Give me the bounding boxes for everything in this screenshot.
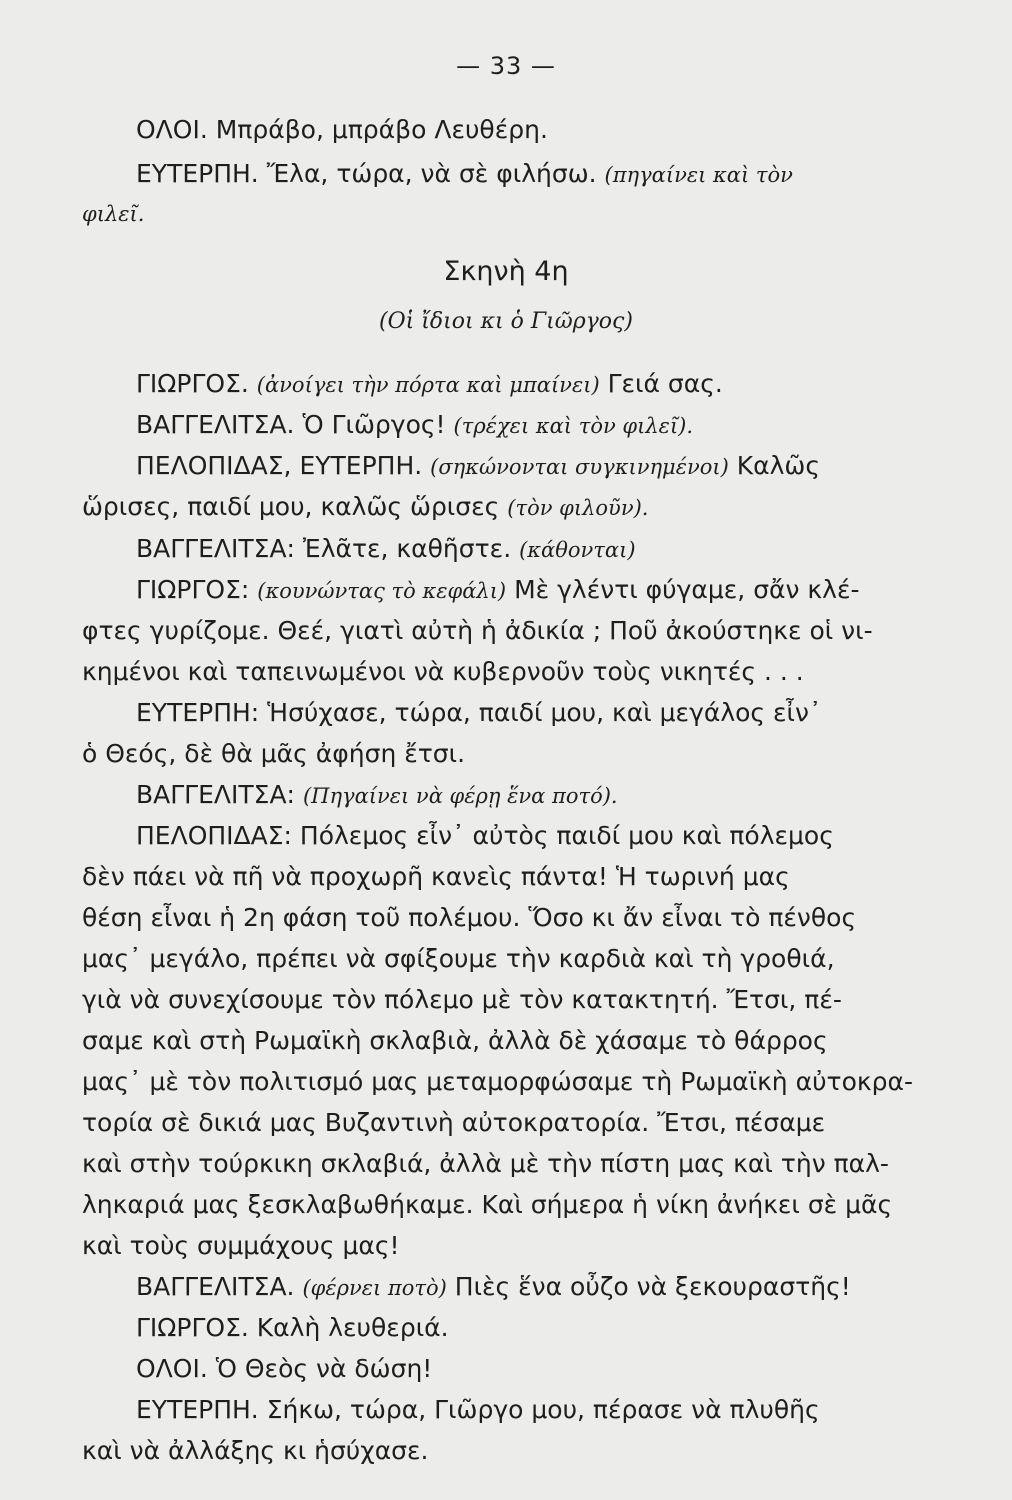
text-line xyxy=(82,490,648,525)
scene-subtitle: (Οἱ ἴδιοι κι ὁ Γιῶργος) xyxy=(379,309,633,334)
text-line xyxy=(136,408,693,443)
text-line: θέση εἶναι ἡ 2η φάση τοῦ πολέμου. Ὅσο κι ἄν εἶναι τὸ πένθος xyxy=(82,903,857,932)
dialogue-text: ΒΑΓΓΕΛΙΤΣΑ: Ἐλᾶτε, καθῆστε. xyxy=(136,534,512,563)
page-number: — 33 — xyxy=(456,52,556,80)
text-line: καὶ νὰ ἀλλάξης κι ἡσύχασε. xyxy=(82,1436,429,1465)
text-line: ΟΛΟΙ. Ὁ Θεὸς νὰ δώση! xyxy=(136,1354,433,1383)
text-line: μας᾽ μὲ τὸν πολιτισμό μας μεταμορφώσαμε τὴ Ρωμαϊκὴ αὐτοκρα- xyxy=(82,1067,913,1096)
dialogue-text: Γειά σας. xyxy=(607,369,723,398)
text-line: σαμε καὶ στὴ Ρωμαϊκὴ σκλαβιὰ, ἀλλὰ δὲ χάσαμε τὸ θάρρος xyxy=(82,1026,828,1055)
dialogue-text: ΒΑΓΓΕΛΙΤΣΑ. Ὁ Γιῶργος! xyxy=(136,410,446,439)
text-line: γιὰ νὰ συνεχίσουμε τὸν πόλεμο μὲ τὸν κατακτητή. Ἔτσι, πέ- xyxy=(82,985,842,1014)
text-line: ὁ Θεός, δὲ θὰ μᾶς ἀφήση ἔτσι. xyxy=(82,739,466,768)
text-line: δὲν πάει νὰ πῆ νὰ προχωρῆ κανεὶς πάντα! Ἡ τωρινή μας xyxy=(82,862,790,891)
stage-direction: (τρέχει καὶ τὸν φιλεῖ). xyxy=(453,414,694,438)
stage-direction: (Πηγαίνει νὰ φέρῃ ἕνα ποτό). xyxy=(302,784,618,808)
stage-direction: (κουνώντας τὸ κεφάλι) xyxy=(257,579,507,603)
dialogue-text: ὥρισες, παιδί μου, καλῶς ὥρισες xyxy=(82,492,500,521)
speaker: ΓΙΩΡΓΟΣ. xyxy=(136,369,249,398)
text-line xyxy=(136,367,723,402)
speaker: ΓΙΩΡΓΟΣ: xyxy=(136,575,250,604)
scene-title: Σκηνὴ 4η xyxy=(443,256,569,287)
speaker: ΒΑΓΓΕΛΙΤΣΑ: xyxy=(136,780,295,809)
text-line: ΕΥΤΕΡΠΗ: Ἡσύχασε, τώρα, παιδί μου, καὶ μεγάλος εἶν᾽ xyxy=(136,698,822,727)
speaker: ΠΕΛΟΠΙΔΑΣ, ΕΥΤΕΡΠΗ. xyxy=(136,451,423,480)
text-line: καὶ στὴν τούρκικη σκλαβιά, ἀλλὰ μὲ τὴν πίστη μας καὶ τὴν παλ- xyxy=(82,1149,889,1178)
dialogue-text: Πιὲς ἕνα οὖζο νὰ ξεκουραστῆς! xyxy=(454,1272,851,1301)
stage-direction: (κάθονται) xyxy=(519,538,636,562)
stage-direction: (πηγαίνει καὶ τὸν xyxy=(604,163,793,187)
text-line: ΕΥΤΕΡΠΗ. Σήκω, τώρα, Γιῶργο μου, πέρασε νὰ πλυθῆς xyxy=(136,1395,820,1424)
text-line xyxy=(136,1270,851,1305)
stage-direction: φιλεῖ. xyxy=(82,202,145,226)
stage-direction: (τὸν φιλοῦν). xyxy=(507,496,649,520)
text-line: μας᾽ μεγάλο, πρέπει νὰ σφίξουμε τὴν καρδιὰ καὶ τὴ γροθιά, xyxy=(82,944,835,973)
dialogue-text: Μὲ γλέντι φύγαμε, σἄν κλέ- xyxy=(514,575,860,604)
text-line xyxy=(136,778,618,813)
text-line: φτες γυρίζομε. Θεέ, γιατὶ αὐτὴ ἡ ἀδικία ; Ποῦ ἀκούστηκε οἱ νι- xyxy=(82,616,873,645)
text-line: καὶ τοὺς συμμάχους μας! xyxy=(82,1231,400,1260)
text-line: ΟΛΟΙ. Μπράβο, μπράβο Λευθέρη. xyxy=(136,115,548,144)
text-line xyxy=(136,573,860,608)
dialogue-text: Καλῶς xyxy=(736,451,821,480)
text-line xyxy=(136,157,793,192)
stage-direction: (φέρνει ποτὸ) xyxy=(302,1276,447,1300)
stage-direction: (σηκώνονται συγκινημένοι) xyxy=(430,455,729,479)
text-line: ΓΙΩΡΓΟΣ. Καλὴ λευθεριά. xyxy=(136,1313,449,1342)
stage-direction: (ἀνοίγει τὴν πόρτα καὶ μπαίνει) xyxy=(256,373,600,397)
text-line: κημένοι καὶ ταπεινωμένοι νὰ κυβερνοῦν τοὺς νικητές . . . xyxy=(82,657,804,686)
dialogue-text: ΕΥΤΕΡΠΗ. Ἔλα, τώρα, νὰ σὲ φιλήσω. xyxy=(136,159,597,188)
text-line: τορία σὲ δικιά μας Βυζαντινὴ αὐτοκρατορία. Ἔτσι, πέσαμε xyxy=(82,1108,826,1137)
speaker: ΒΑΓΓΕΛΙΤΣΑ. xyxy=(136,1272,295,1301)
text-line: ληκαριά μας ξεσκλαβωθήκαμε. Καὶ σήμερα ἡ νίκη ἀνήκει σὲ μᾶς xyxy=(82,1190,893,1219)
text-line xyxy=(136,449,820,484)
text-line xyxy=(136,532,636,567)
text-line: ΠΕΛΟΠΙΔΑΣ: Πόλεμος εἶν᾽ αὐτὸς παιδί μου καὶ πόλεμος xyxy=(136,821,834,850)
